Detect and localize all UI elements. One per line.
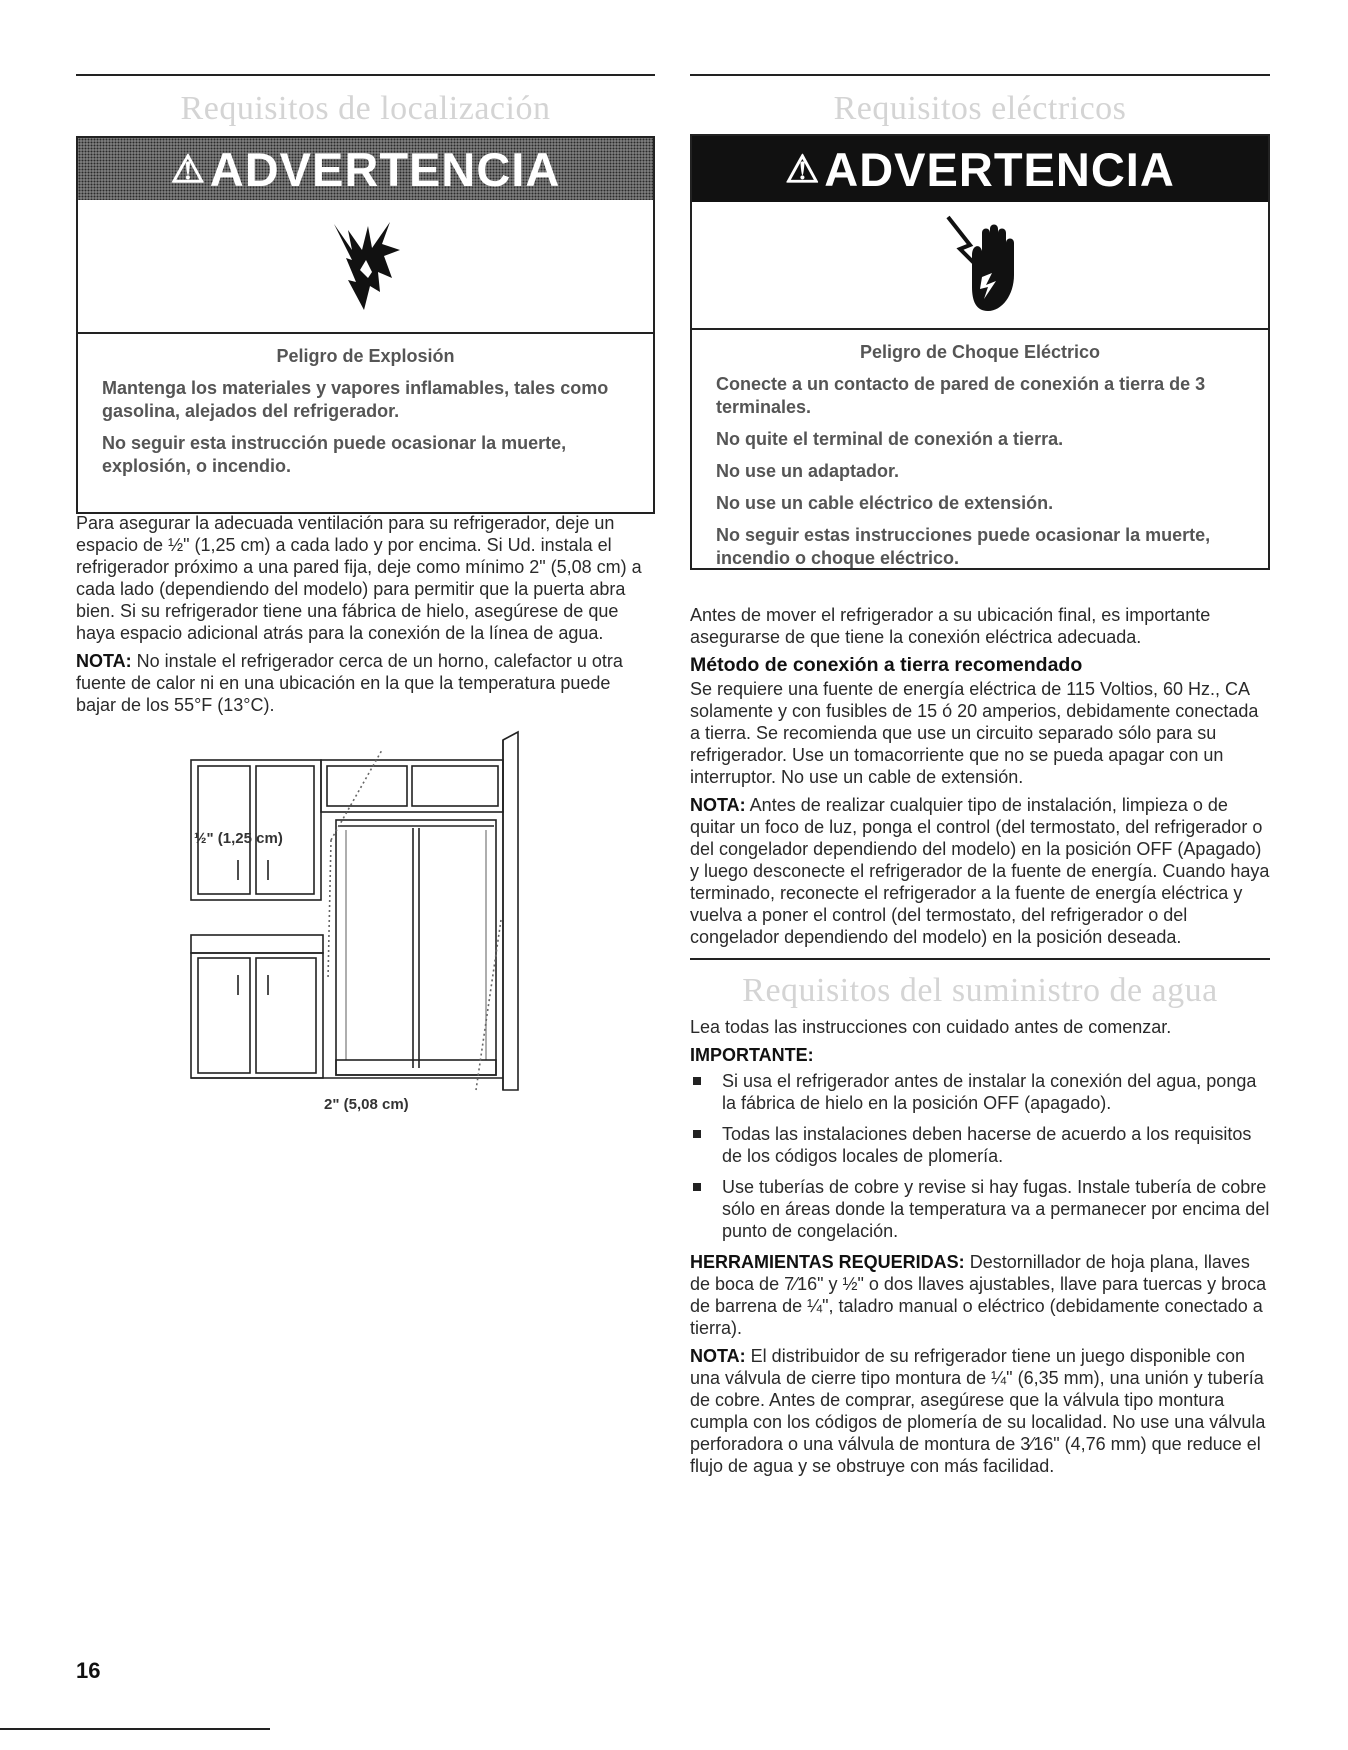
section-rule xyxy=(690,958,1270,960)
location-note: NOTA: No instale el refrigerador cerca de un horno, calefactor u otra fuente de calor ni en una ubicación en la que la temperatura puede bajar de los 55°F (13°C). xyxy=(76,651,623,715)
warning-line: No seguir esta instrucción puede ocasionar la muerte, explosión, o incendio. xyxy=(102,433,567,476)
location-text xyxy=(76,512,655,722)
warning-header: ⚠ ADVERTENCIA xyxy=(78,138,653,200)
warning-line: No use un adaptador. xyxy=(716,461,900,481)
section-rule xyxy=(690,74,1270,76)
electric-shock-icon xyxy=(692,202,1268,330)
warning-triangle-icon: ⚠ xyxy=(785,148,821,191)
refrigerator-clearance-diagram xyxy=(186,730,626,1113)
section-title-location: Requisitos de localización xyxy=(180,90,551,127)
important-heading: IMPORTANTE: xyxy=(690,1045,814,1065)
warning-line: No quite el terminal de conexión a tierra. xyxy=(716,429,1064,449)
ventilation-paragraph: Para asegurar la adecuada ventilación para su refrigerador, deje un espacio de ½" (1,25 cm) a cada lado y por encima. Si Ud. instala el refrigerador próximo a una pared fija, deje como mínimo 2" (5,08 cm) a cada lado (dependiendo del modelo) para permitir que la puerta abra bien. Si su refrigerador tiene una fábrica de hielo, asegúrese de que haya espacio adicional atrás para la conexión de la línea de agua. xyxy=(76,513,642,643)
warning-box-electric xyxy=(690,134,1270,570)
warning-header: ⚠ ADVERTENCIA xyxy=(692,136,1268,202)
water-text xyxy=(690,1016,1270,1483)
grounding-method-heading: Método de conexión a tierra recomendado xyxy=(690,654,1083,676)
electrical-text xyxy=(690,604,1270,954)
list-item: Todas las instalaciones deben hacerse de acuerdo a los requisitos de los códigos locales de plomería. xyxy=(690,1123,1270,1167)
explosion-icon xyxy=(78,200,653,334)
grounding-method-text: Se requiere una fuente de energía eléctrica de 115 Voltios, 60 Hz., CA solamente y con fusibles de 15 ó 20 amperios, debidamente conectada a tierra. Se recomienda que use un circuito separado sólo para su refrigerador. Use un tomacorriente que no se pueda apagar con un interruptor. No use un cable de extensión. xyxy=(690,679,1259,787)
electrical-note: NOTA: Antes de realizar cualquier tipo de instalación, limpieza o de quitar un foco de luz, ponga el control (del termostato, del refrigerador o del congelador dependiendo del modelo) en la posición OFF (Apagado) y luego desconecte el refrigerador de la fuente de energía. Cuando haya terminado, reconecte el refrigerador a la fuente de energía eléctrica y vuelva a poner el control (del termostato, del refrigerador o del congelador dependiendo del modelo) en la posición deseada. xyxy=(690,795,1270,947)
hazard-title: Peligro de Explosión xyxy=(276,346,455,366)
warning-line: Mantenga los materiales y vapores inflamables, tales como gasolina, alejados del refrigerador. xyxy=(102,378,609,421)
list-item: Use tuberías de cobre y revise si hay fugas. Instale tubería de cobre sólo en áreas donde la temperatura va a permanecer por encima del punto de congelación. xyxy=(690,1176,1270,1242)
half-inch-label: ½" (1,25 cm) xyxy=(194,830,283,847)
warning-line: No seguir estas instrucciones puede ocasionar la muerte, incendio o choque eléctrico. xyxy=(716,525,1211,568)
warning-box-explosion xyxy=(76,136,655,514)
tools-required: HERRAMIENTAS REQUERIDAS: Destornillador de hoja plana, llaves de boca de 7⁄16" y ½" o dos llaves ajustables, llave para tuercas y broca de barrena de ¼", taladro manual o eléctrico (debidamente conectado a tierra). xyxy=(690,1252,1267,1338)
warning-line: Conecte a un contacto de pared de conexión a tierra de 3 terminales. xyxy=(716,374,1206,417)
page-number: 16 xyxy=(76,1658,101,1683)
electrical-intro: Antes de mover el refrigerador a su ubicación final, es importante asegurarse de que tiene la conexión eléctrica adecuada. xyxy=(690,605,1211,647)
warning-line: No use un cable eléctrico de extensión. xyxy=(716,493,1054,513)
warning-triangle-icon: ⚠ xyxy=(170,148,206,191)
two-inch-label: 2" (5,08 cm) xyxy=(324,1096,409,1113)
water-intro: Lea todas las instrucciones con cuidado antes de comenzar. xyxy=(690,1017,1172,1037)
list-item: Si usa el refrigerador antes de instalar la conexión del agua, ponga la fábrica de hielo en la posición OFF (apagado). xyxy=(690,1070,1270,1114)
section-title-water: Requisitos del suministro de agua xyxy=(742,972,1218,1009)
water-note: NOTA: El distribuidor de su refrigerador tiene un juego disponible con una válvula de cierre tipo montura de ¼" (6,35 mm), una unión y tubería de cobre. Antes de comprar, asegúrese que la válvula tipo montura cumpla con los códigos de plomería de su localidad. No use una válvula perforadora o una válvula de montura de 3⁄16" (4,76 mm) que reduce el flujo de agua y se obstruye con más facilidad. xyxy=(690,1346,1266,1476)
section-title-electrical: Requisitos eléctricos xyxy=(833,90,1127,127)
section-rule xyxy=(76,74,655,76)
important-list xyxy=(690,1070,1270,1242)
footer-rule xyxy=(0,1728,270,1730)
hazard-title: Peligro de Choque Eléctrico xyxy=(859,342,1101,362)
